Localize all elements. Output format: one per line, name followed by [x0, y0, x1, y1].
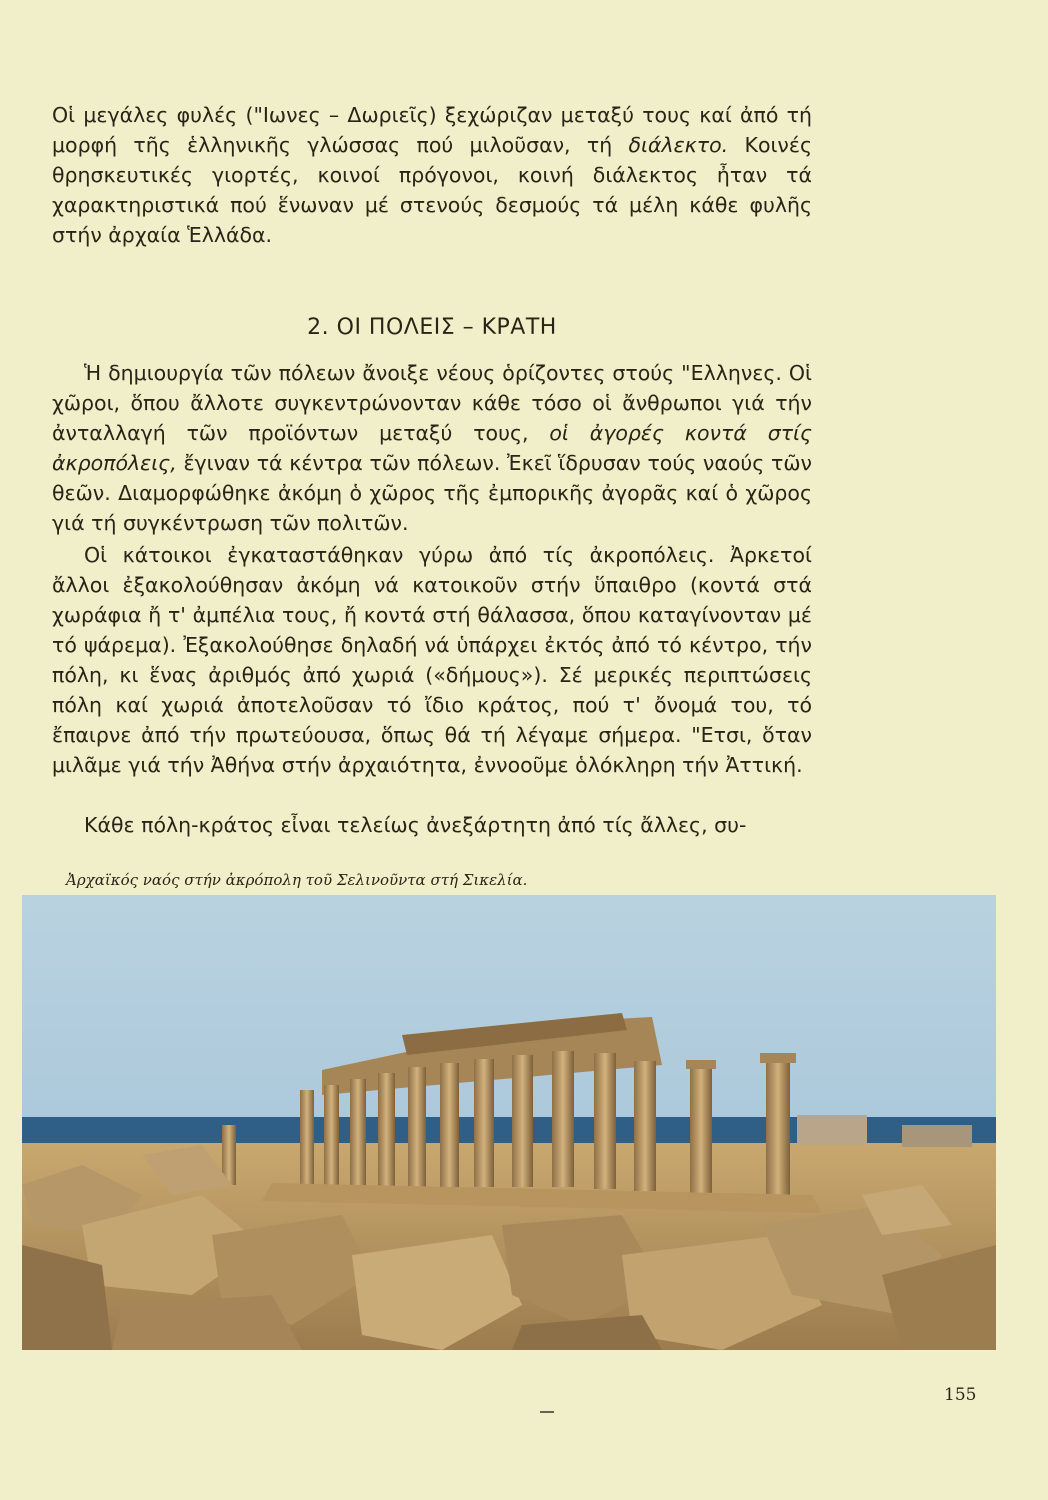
- photo-caption: Ἀρχαϊκός ναός στήν ἀκρόπολη τοῦ Σελινοῦντα στή Σικελία.: [66, 871, 528, 889]
- paragraph-inhabitants: [52, 540, 812, 780]
- print-mark: [540, 1411, 554, 1413]
- paragraph-text: Οἱ μεγάλες φυλές ("Ιωνες – Δωριεῖς) ξεχώριζαν μεταξύ τους καί ἀπό τή μορφή τῆς ἑλληνικῆς γλώσσας πού μιλοῦσαν, τή: [52, 103, 812, 157]
- section-heading: 2. ΟΙ ΠΟΛΕΙΣ – ΚΡΑΤΗ: [307, 315, 557, 340]
- paragraph-text: ἔγιναν τά κέντρα τῶν πόλεων. Ἐκεῖ ἵδρυσαν τούς ναούς τῶν θεῶν. Διαμορφώθηκε ἀκόμη ὁ χῶρος τῆς ἐμπορικῆς ἀγορᾶς καί ὁ χῶρος γιά τή συγκέντρωση τῶν πολιτῶν.: [52, 451, 812, 535]
- temple-illustration: [22, 895, 996, 1350]
- paragraph-text: Κοινές θρησκευτικές γιορτές, κοινοί πρόγονοι, κοινή διάλεκτος ἦταν τά χαρακτηριστικά πού ἕνωναν μέ στενούς δεσμούς τά μέλη κάθε φυλῆς στήν ἀρχαία Ἑλλάδα.: [52, 133, 812, 247]
- distant-building: [902, 1125, 972, 1147]
- italic-term: οἱ ἀγορές κοντά στίς ἀκροπόλεις,: [52, 421, 812, 475]
- paragraph-dialects: [52, 100, 812, 250]
- page-number: 155: [944, 1385, 977, 1405]
- distant-building: [797, 1115, 867, 1145]
- paragraph-text: Ἡ δημιουργία τῶν πόλεων ἄνοιξε νέους ὁρίζοντες στούς "Ελληνες. Οἱ χῶροι, ὅπου ἄλλοτε συγκεντρώνονταν κάθε τόσο οἱ ἄνθρωποι γιά τήν ἀνταλλαγή τῶν προϊόντων μεταξύ τους,: [52, 361, 812, 445]
- paragraph-text: Οἱ κάτοικοι ἐγκαταστάθηκαν γύρω ἀπό τίς ἀκροπόλεις. Ἀρκετοί ἄλλοι ἐξακολούθησαν ἀκόμη νά κατοικοῦν στήν ὕπαιθρο (κοντά στά χωράφια ἤ τ' ἀμπέλια τους, ἤ κοντά στή θάλασσα, ὅπου καταγίνονταν μέ τό ψάρεμα). Ἐξακολούθησε δηλαδή νά ὑπάρχει ἐκτός ἀπό τό κέντρο, τήν πόλη, κι ἕνας ἀριθμός ἀπό χωριά («δήμους»). Σέ μερικές περιπτώσεις πόλη καί χωριά ἀποτελοῦσαν τό ἴδιο κράτος, πού τ' ὄνομά του, τό ἔπαιρνε ἀπό τήν πρωτεύουσα, ὅπως θά τή λέγαμε σήμερα. "Ετσι, ὅταν μιλᾶμε γιά τήν Ἀθήνα στήν ἀρχαιότητα, ἐννοοῦμε ὁλόκληρη τήν Ἀττική.: [52, 543, 812, 777]
- paragraph-independence: [52, 810, 812, 840]
- temple-photo: [22, 895, 996, 1350]
- paragraph-text: Κάθε πόλη-κράτος εἶναι τελείως ἀνεξάρτητη ἀπό τίς ἄλλες, συ-: [84, 813, 747, 837]
- italic-term: διάλεκτο.: [628, 133, 729, 157]
- paragraph-cities: [52, 358, 812, 538]
